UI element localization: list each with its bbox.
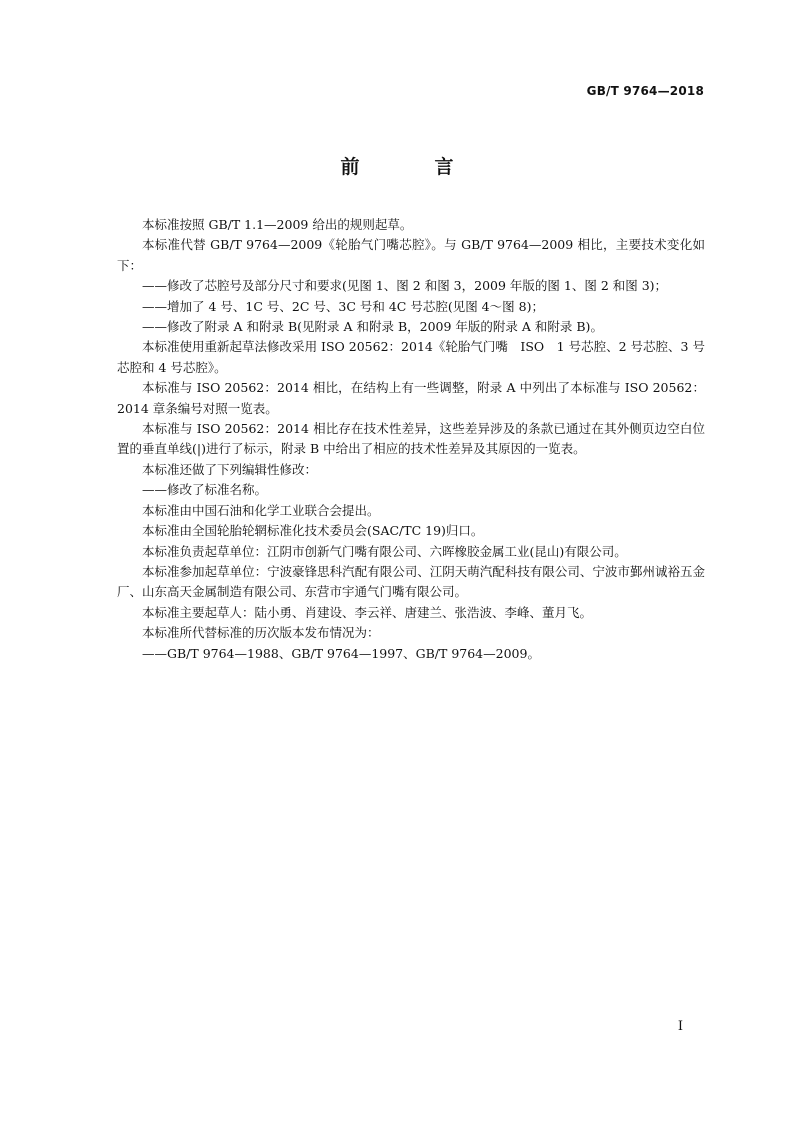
list-item: ——修改了附录 A 和附录 B(见附录 A 和附录 B，2009 年版的附录 A 和附录 B)。: [142, 319, 603, 335]
paragraph: 本标准参加起草单位：宁波豪锋思科汽配有限公司、江阴天萌汽配科技有限公司、宁波市鄞州诚裕五金厂、山东高天金属制造有限公司、东营市宇通气门嘴有限公司。: [117, 563, 705, 600]
list-item: ——增加了 4 号、1C 号、2C 号、3C 号和 4C 号芯腔(见图 4～图 8)；: [142, 298, 544, 314]
foreword-body: [117, 215, 705, 664]
list-item: ——GB/T 9764—1988、GB/T 9764—1997、GB/T 9764—2009。: [142, 645, 540, 661]
paragraph: 本标准由全国轮胎轮辋标准化技术委员会(SAC/TC 19)归口。: [142, 523, 484, 539]
paragraph: 本标准代替 GB/T 9764—2009《轮胎气门嘴芯腔》。与 GB/T 9764—2009 相比，主要技术变化如下：: [117, 237, 705, 273]
standard-code: GB/T 9764—2018: [586, 84, 704, 98]
page-number: I: [677, 1019, 683, 1034]
page-title: 前 言: [340, 156, 482, 178]
paragraph: 本标准由中国石油和化学工业联合会提出。: [142, 502, 380, 518]
paragraph: 本标准主要起草人：陆小勇、肖建设、李云祥、唐建兰、张浩波、李峰、董月飞。: [142, 604, 593, 620]
paragraph: 本标准与 ISO 20562：2014 相比，在结构上有一些调整，附录 A 中列出了本标准与 ISO 20562：2014 章条编号对照一览表。: [117, 380, 705, 416]
paragraph: 本标准负责起草单位：江阴市创新气门嘴有限公司、六晖橡胶金属工业(昆山)有限公司。: [142, 543, 627, 559]
paragraph: 本标准还做了下列编辑性修改：: [142, 461, 318, 477]
paragraph: 本标准使用重新起草法修改采用 ISO 20562：2014《轮胎气门嘴 ISO 1 号芯腔、2 号芯腔、3 号芯腔和 4 号芯腔》。: [117, 339, 705, 375]
paragraph: 本标准按照 GB/T 1.1—2009 给出的规则起草。: [142, 217, 413, 232]
paragraph: 本标准所代替标准的历次版本发布情况为：: [142, 625, 380, 641]
list-item: ——修改了标准名称。: [142, 482, 268, 498]
list-item: ——修改了芯腔号及部分尺寸和要求(见图 1、图 2 和图 3，2009 年版的图 1、图 2 和图 3)；: [142, 278, 668, 294]
paragraph: 本标准与 ISO 20562：2014 相比存在技术性差异，这些差异涉及的条款已通过在其外侧页边空白位置的垂直单线(|)进行了标示，附录 B 中给出了相应的技术性差异及其原因的一览表。: [117, 421, 705, 457]
